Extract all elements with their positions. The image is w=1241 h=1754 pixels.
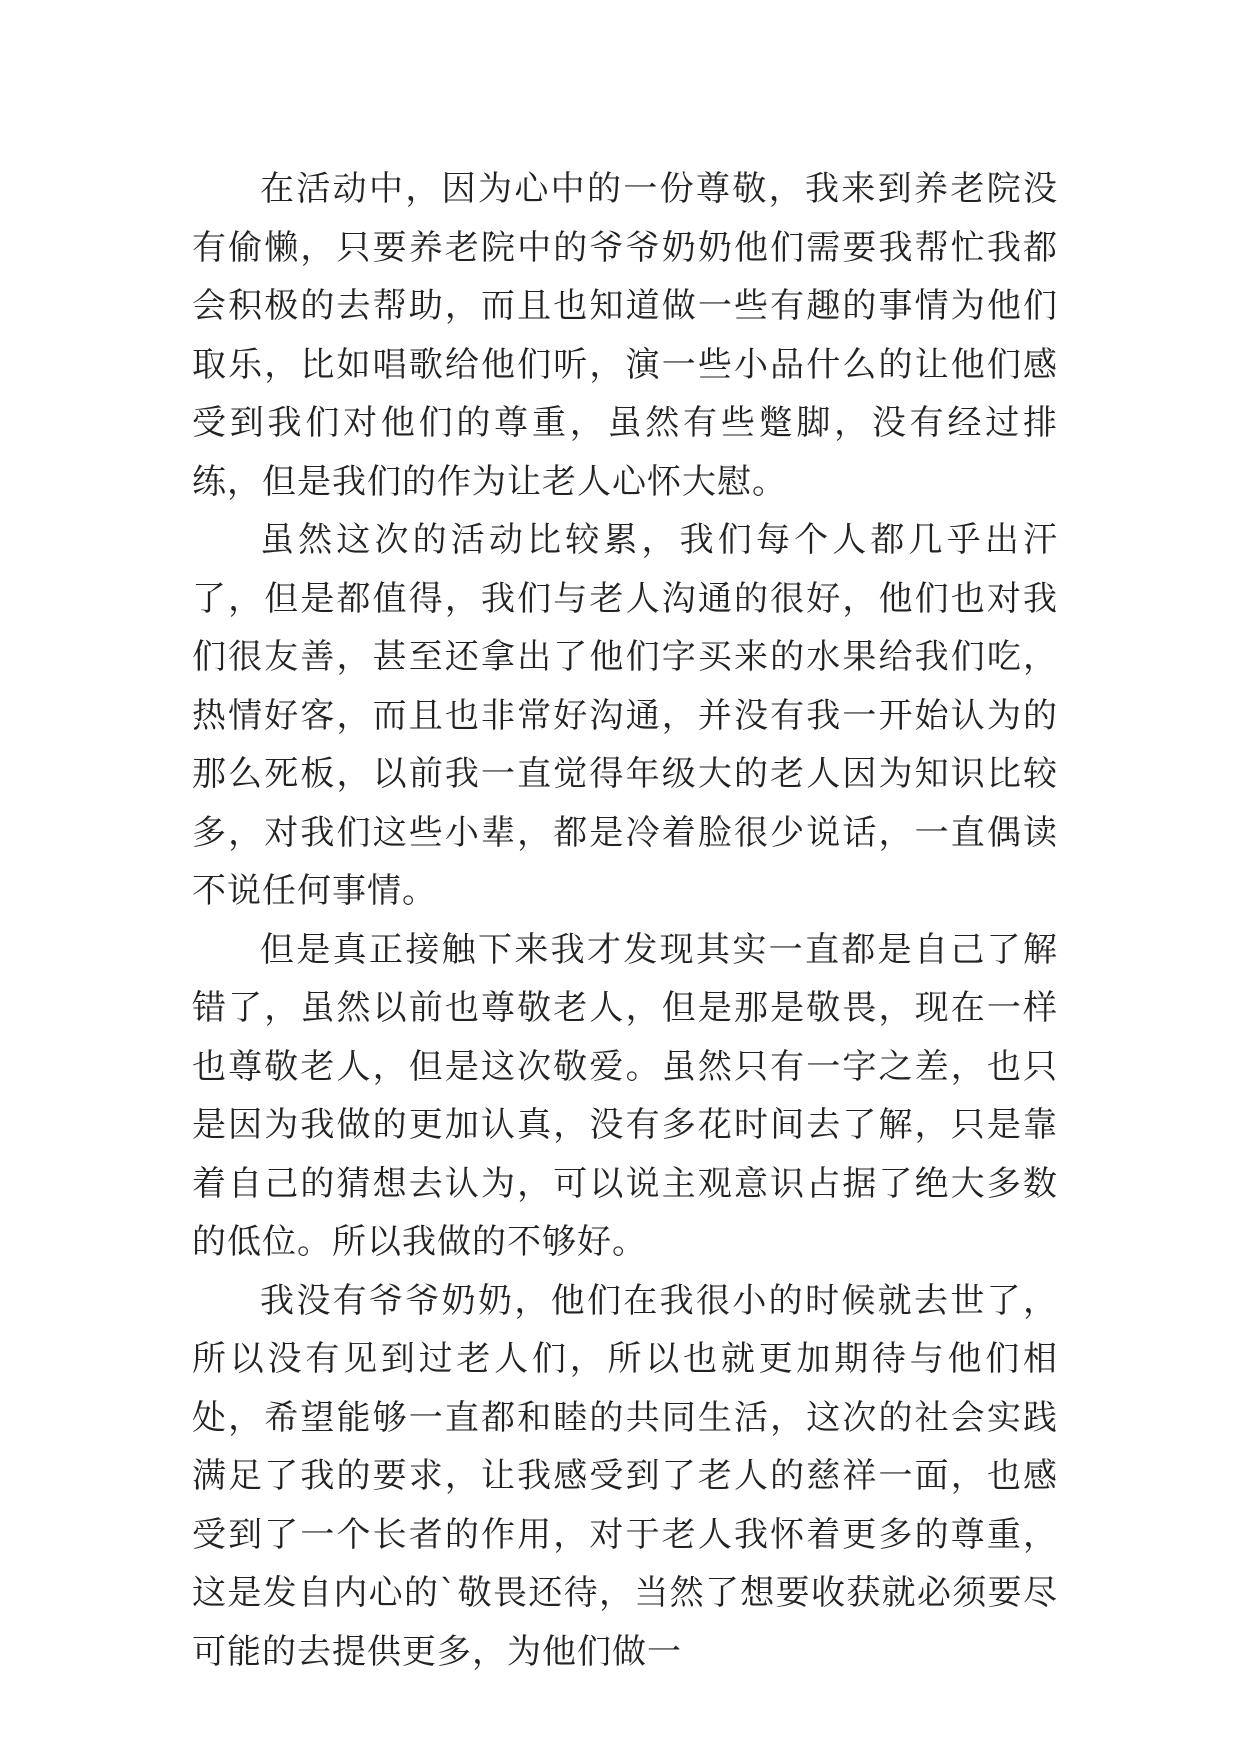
document-body [192,160,1058,1681]
paragraph-4: 我没有爷爷奶奶，他们在我很小的时候就去世了，所以没有见到过老人们，所以也就更加期待与他们相处，希望能够一直都和睦的共同生活，这次的社会实践满足了我的要求，让我感受到了老人的慈祥一面，也感受到了一个长者的作用，对于老人我怀着更多的尊重，这是发自内心的`敬畏还待，当然了想要收获就必须要尽可能的去提供更多，为他们做一 [192,1280,1058,1672]
paragraph-3: 但是真正接触下来我才发现其实一直都是自己了解错了，虽然以前也尊敬老人，但是那是敬畏，现在一样也尊敬老人，但是这次敬爱。虽然只有一字之差，也只是因为我做的更加认真，没有多花时间去了解，只是靠着自己的猜想去认为，可以说主观意识占据了绝大多数的低位。所以我做的不够好。 [192,929,1058,1262]
paragraph-2: 虽然这次的活动比较累，我们每个人都几乎出汗了，但是都值得，我们与老人沟通的很好，他们也对我们很友善，甚至还拿出了他们字买来的水果给我们吃，热情好客，而且也非常好沟通，并没有我一开始认为的那么死板，以前我一直觉得年级大的老人因为知识比较多，对我们这些小辈，都是冷着脸很少说话，一直偶读不说任何事情。 [192,520,1058,911]
paragraph-1: 在活动中，因为心中的一份尊敬，我来到养老院没有偷懒，只要养老院中的爷爷奶奶他们需要我帮忙我都会积极的去帮助，而且也知道做一些有趣的事情为他们取乐，比如唱歌给他们听，演一些小品什么的让他们感受到我们对他们的尊重，虽然有些蹩脚，没有经过排练，但是我们的作为让老人心怀大慰。 [192,169,1058,502]
